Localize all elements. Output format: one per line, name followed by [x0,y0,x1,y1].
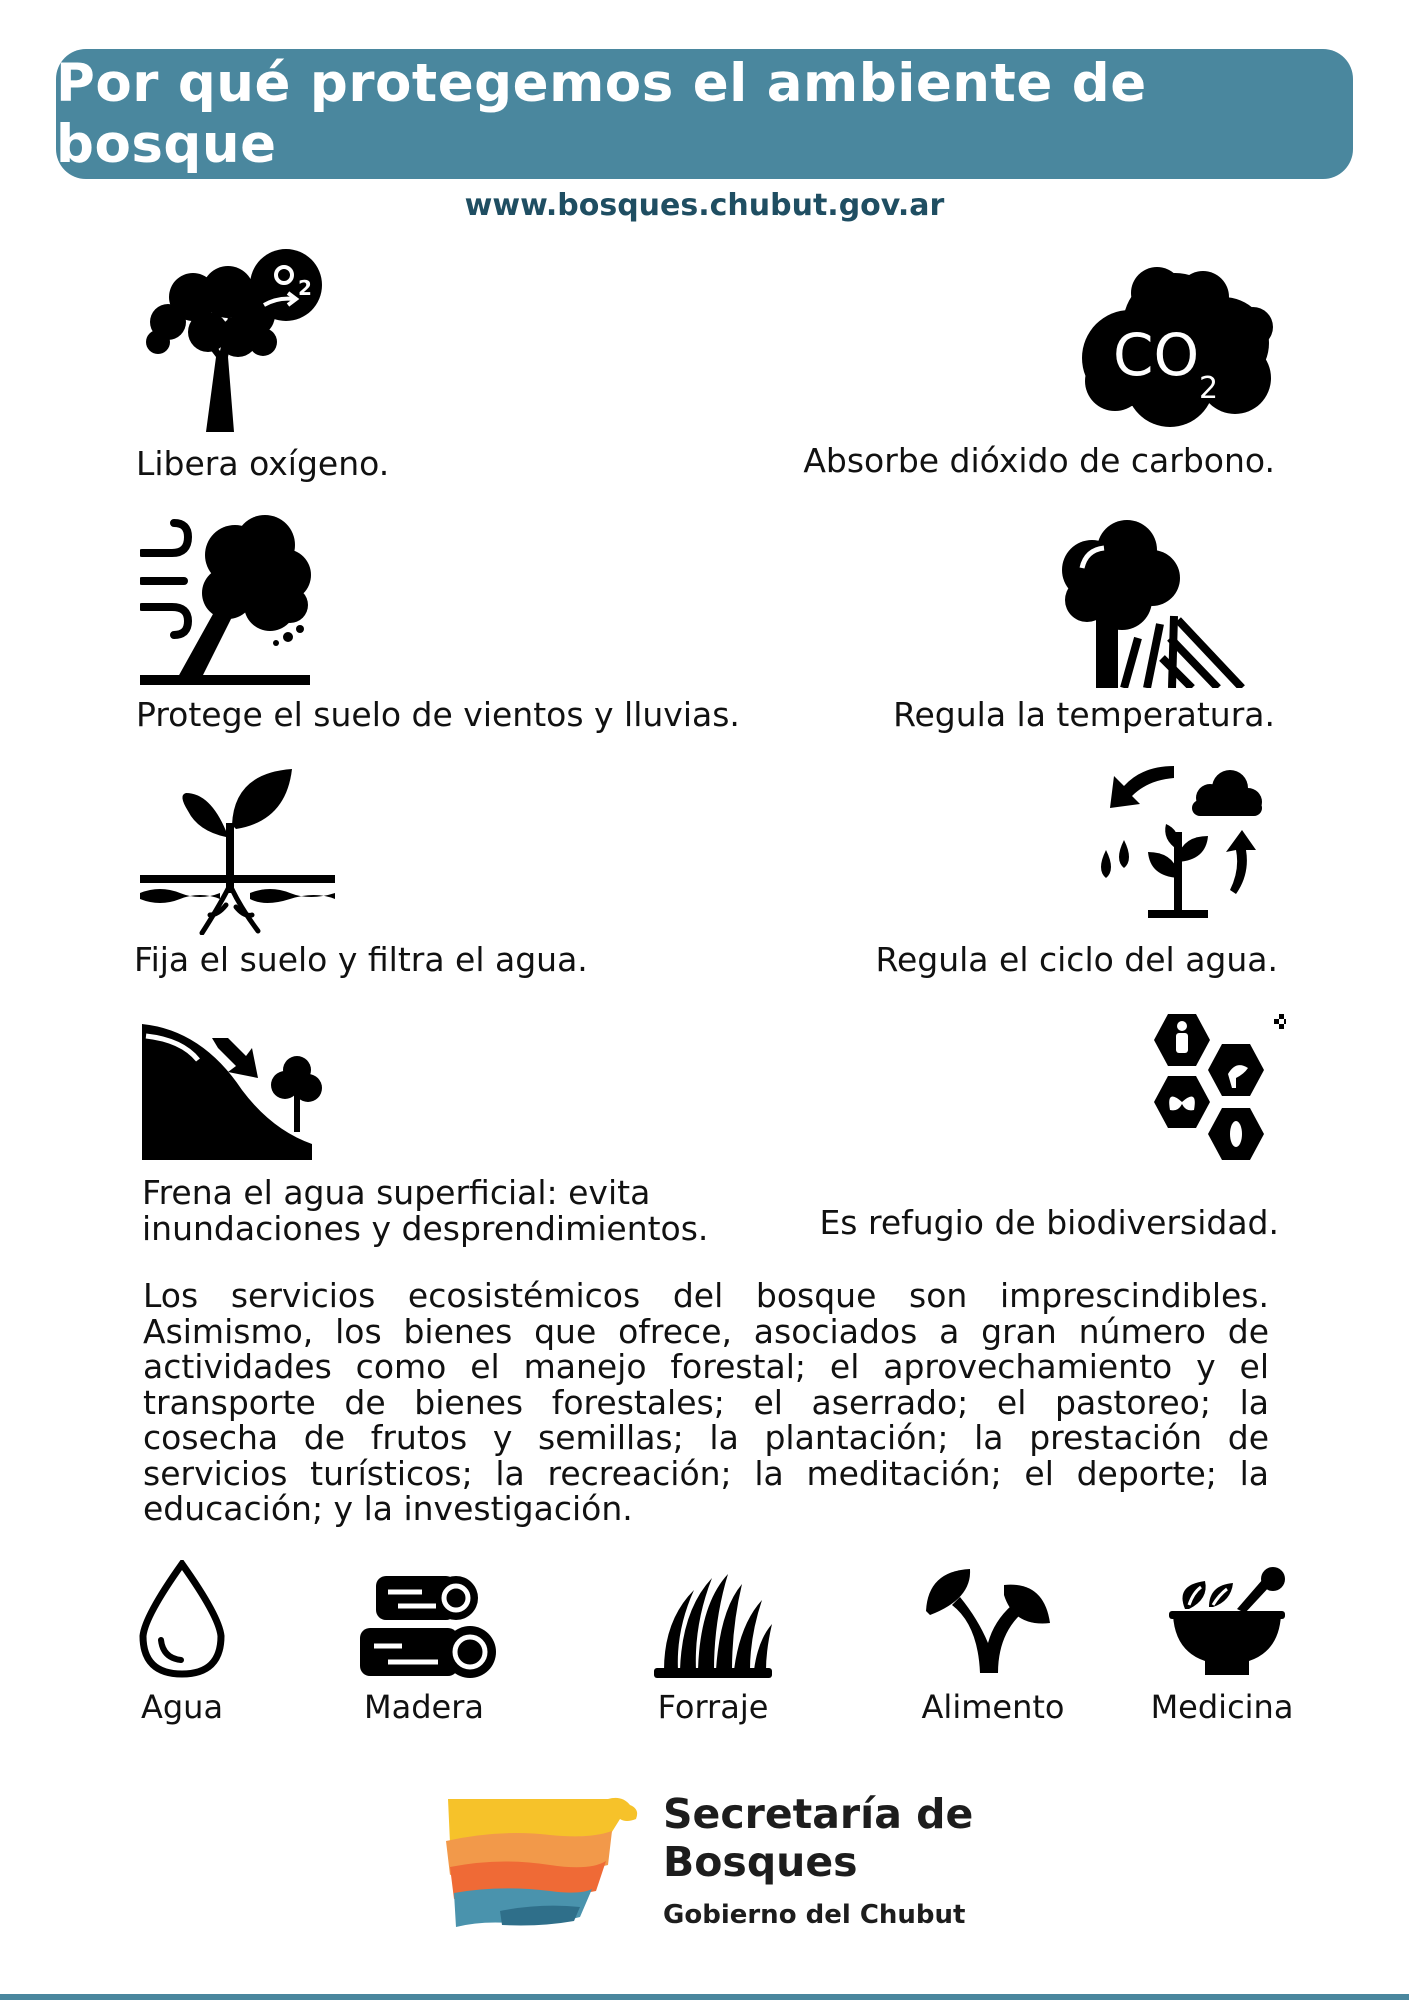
footer-org-name [663,1790,973,1886]
benefit-label-water-filter: Fija el suelo y filtra el agua. [134,940,588,979]
benefit-label-co2: Absorbe dióxido de carbono. [803,441,1275,480]
svg-text:2: 2 [1199,371,1219,406]
svg-text:2: 2 [298,276,312,300]
water-cycle-icon [1090,760,1270,935]
mortar-herbs-icon [1165,1565,1290,1680]
grass-icon [650,1570,775,1680]
bottom-rule [0,1994,1409,2000]
co2-cloud-icon [1075,263,1275,428]
good-label-forraje: Forraje [657,1688,769,1726]
tree-wind-icon [140,515,320,685]
good-label-agua: Agua [140,1688,224,1726]
benefit-label-runoff-line1: Frena el agua superficial: evita [142,1173,651,1212]
benefit-label-temperature: Regula la temperatura. [893,695,1275,734]
benefit-label-water-cycle: Regula el ciclo del agua. [875,940,1278,979]
good-label-madera: Madera [364,1688,484,1726]
secretaria-logo-icon [440,1795,645,1930]
footer-org-line2: Bosques [663,1838,858,1886]
benefit-label-runoff [142,1175,708,1247]
benefit-label-soil-protection: Protege el suelo de vientos y lluvias. [136,695,740,734]
benefit-label-runoff-line2: inundaciones y desprendimientos. [142,1209,709,1248]
ecosystem-services-paragraph: Los servicios ecosistémicos del bosque son imprescindibles. Asimismo, los bienes que ofrece, asociados a gran número de actividades como el manejo forestal; el aprovechamiento y el transporte de bienes forestales; el aserrado; el pastoreo; la cosecha de frutos y semillas; la plantación; la prestación de servicios turísticos; la recreación; la meditación; el deporte; la educación; y la investigación. [143,1276,1269,1528]
page-title: Por qué protegemos el ambiente de bosque [56,53,1147,175]
logs-icon [358,1570,498,1680]
benefit-label-biodiversity: Es refugio de biodiversidad. [819,1203,1279,1242]
tree-sun-rays-icon [1052,520,1267,688]
footer-government: Gobierno del Chubut [663,1900,966,1930]
biodiversity-hexagons-icon [1136,1012,1286,1177]
website-link[interactable]: www.bosques.chubut.gov.ar [464,188,945,223]
good-label-medicina: Medicina [1150,1688,1294,1726]
tree-oxygen-icon [138,247,328,432]
sprout-roots-icon [140,765,335,935]
mushrooms-icon [918,1565,1058,1680]
water-drop-icon [135,1560,230,1680]
benefit-label-oxygen: Libera oxígeno. [136,444,390,483]
title-banner [56,49,1353,179]
hillside-runoff-icon [142,1020,327,1160]
svg-text:CO: CO [1113,321,1200,389]
footer-org-line1: Secretaría de [663,1790,974,1838]
good-label-alimento: Alimento [921,1688,1065,1726]
